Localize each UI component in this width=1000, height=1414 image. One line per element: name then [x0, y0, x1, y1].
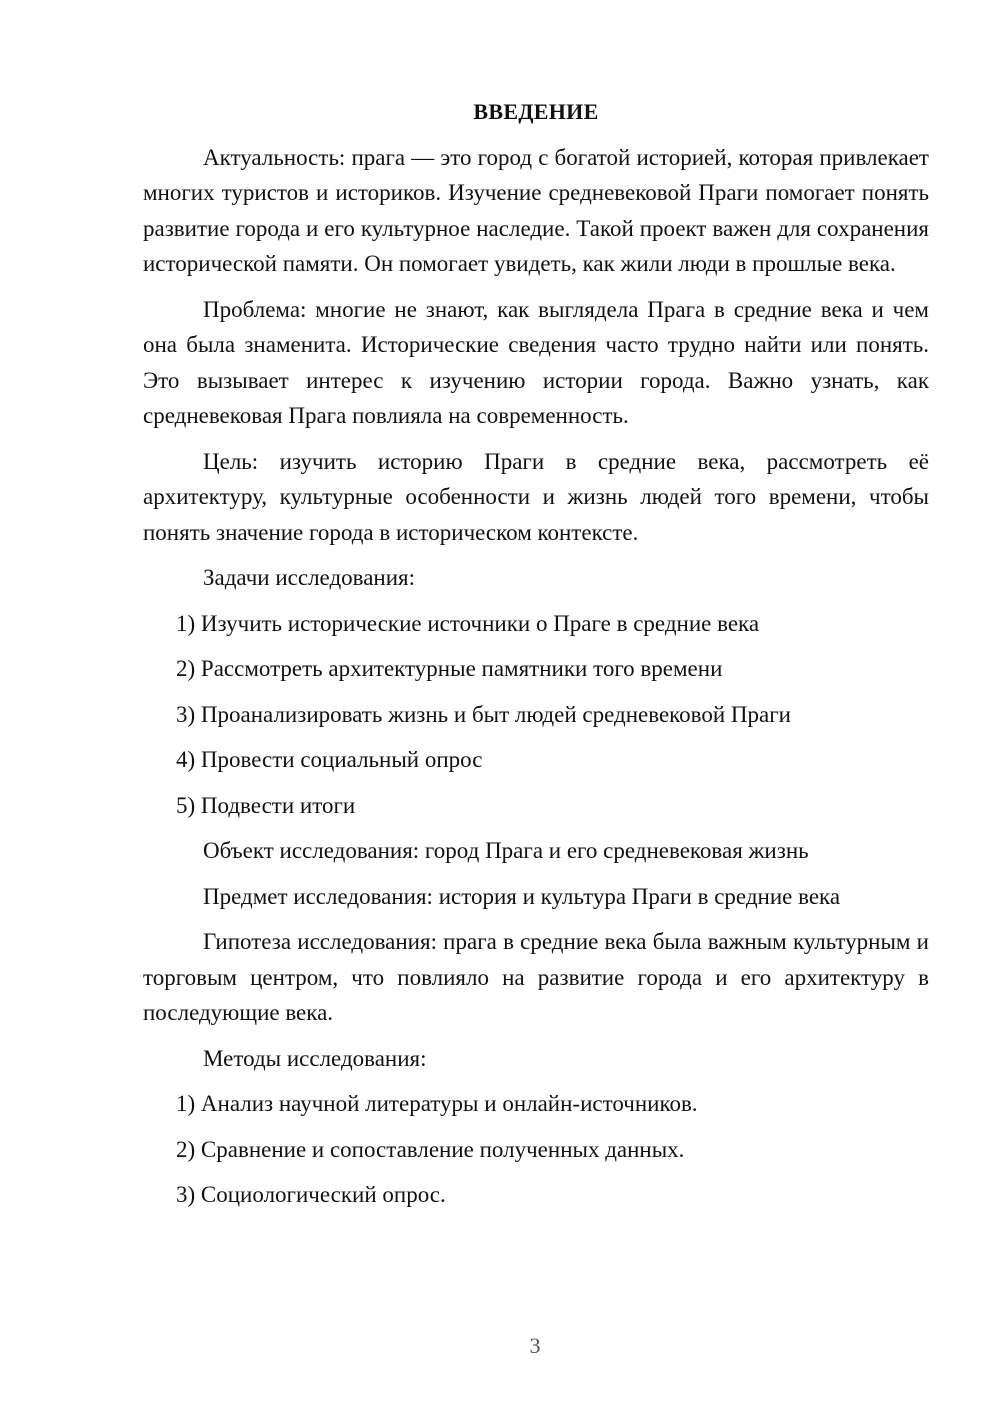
hypothesis-paragraph: Гипотеза исследования: прага в средние века была важным культурным и торговым центром, что повлияло на развитие города и его архитектуру в последующие века. [143, 929, 929, 1025]
tasks-list [143, 606, 929, 824]
object-line: Объект исследования: город Прага и его средневековая жизнь [203, 838, 809, 863]
list-item: 3) Социологический опрос. [176, 1182, 446, 1207]
subject-line: Предмет исследования: история и культура Праги в средние века [203, 883, 841, 909]
methods-list [143, 1086, 929, 1213]
problem-paragraph: Проблема: многие не знают, как выглядела Прага в средние века и чем она была знаменита. Исторические сведения часто трудно найти или понять. Это вызывает интерес к изучению истории города. Важно узнать, как средневековая Прага повлияла на современность. [143, 296, 929, 428]
list-item: 4) Провести социальный опрос [176, 747, 483, 772]
list-item: 1) Изучить исторические источники о Праге в средние века [176, 610, 760, 636]
list-item: 2) Рассмотреть архитектурные памятники того времени [176, 656, 723, 681]
list-item: 5) Подвести итоги [176, 792, 356, 818]
methods-heading: Методы исследования: [203, 1045, 427, 1071]
section-title: ВВЕДЕНИЕ [473, 99, 599, 124]
page-number: 3 [529, 1333, 541, 1358]
list-item: 2) Сравнение и сопоставление полученных данных. [176, 1136, 685, 1162]
tasks-heading: Задачи исследования: [203, 565, 416, 590]
goal-paragraph: Цель: изучить историю Праги в средние века, рассмотреть её архитектуру, культурные особенности и жизнь людей того времени, чтобы понять значение города в историческом контексте. [143, 448, 929, 545]
page-content [143, 94, 929, 1223]
list-item: 3) Проанализировать жизнь и быт людей средневековой Праги [176, 701, 791, 727]
list-item: 1) Анализ научной литературы и онлайн-источников. [176, 1091, 698, 1116]
relevance-paragraph: Актуальность: прага — это город с богатой историей, которая привлекает многих туристов и историков. Изучение средневековой Праги помогает понять развитие города и его культурное наследие. Такой проект важен для сохранения исторической памяти. Он помогает увидеть, как жили люди в прошлые века. [143, 144, 929, 276]
